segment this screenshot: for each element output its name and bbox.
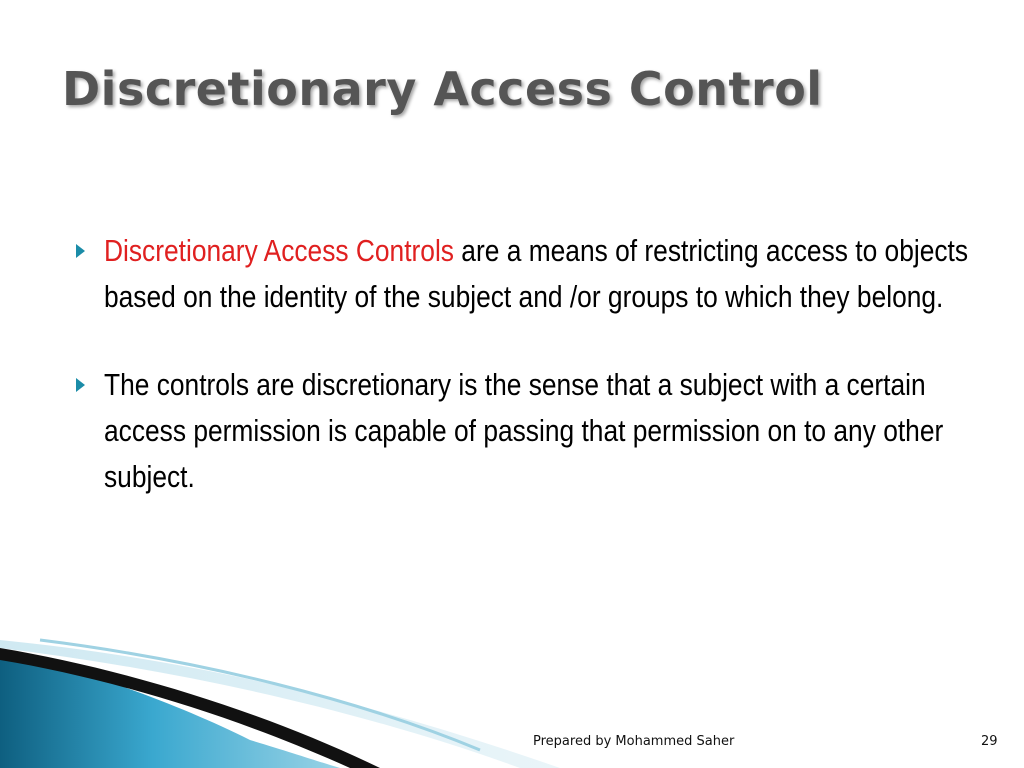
bullet-list — [72, 228, 972, 542]
bullet-text — [104, 228, 988, 320]
triangle-right-icon — [76, 378, 85, 392]
bullet-highlight: Discretionary Access Controls — [104, 233, 454, 268]
triangle-right-icon — [76, 244, 85, 258]
bullet-item — [72, 228, 972, 320]
footer-author: Prepared by Mohammed Saher — [533, 734, 735, 749]
bullet-item — [72, 362, 972, 500]
page-number: 29 — [981, 734, 998, 749]
page-title: Discretionary Access Control — [62, 62, 823, 116]
bullet-body: The controls are discretionary is the sense that a subject with a certain access permission is capable of passing that permission on to any other subject. — [104, 367, 944, 494]
bullet-body: are a means of restricting access to objects based on the identity of the subject and /or groups to which they belong. — [104, 233, 969, 314]
bullet-text — [104, 362, 988, 500]
